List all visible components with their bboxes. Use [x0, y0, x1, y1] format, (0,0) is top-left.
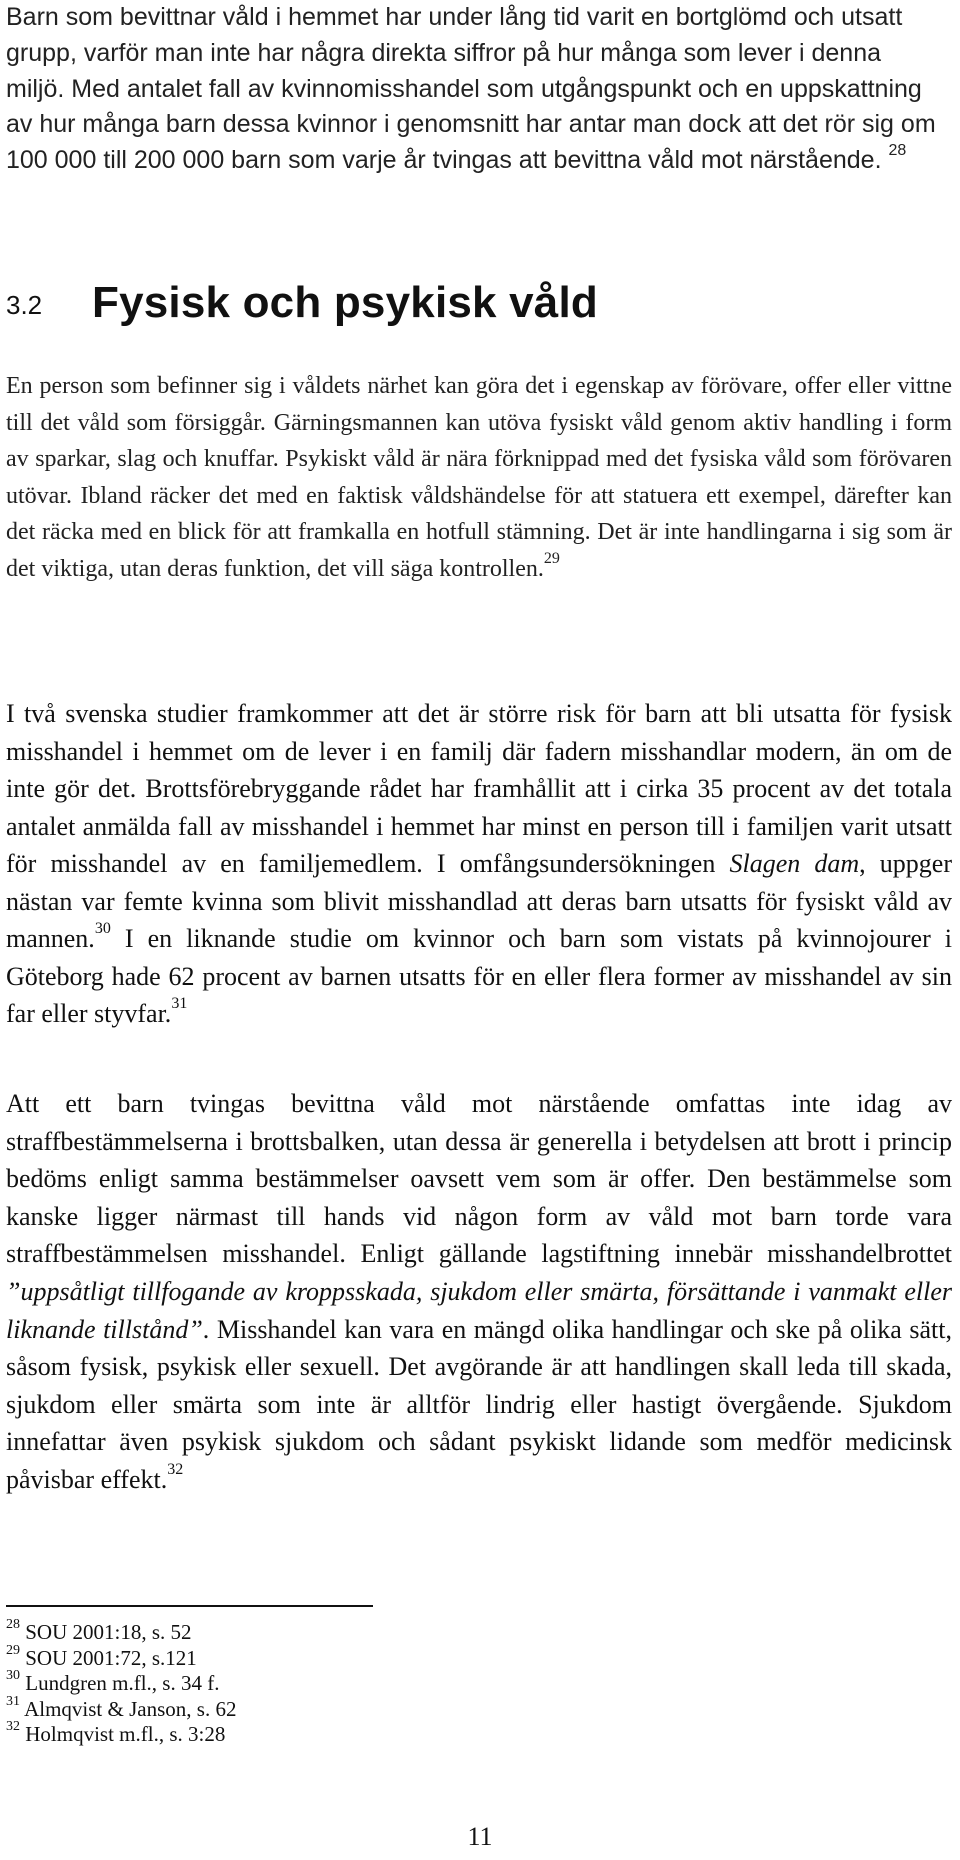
violence-paragraph	[6, 368, 952, 588]
section-number: 3.2	[6, 290, 43, 320]
footnote-text: SOU 2001:72, s.121	[25, 1645, 197, 1670]
footnote-text: SOU 2001:18, s. 52	[25, 1620, 192, 1644]
section-title: Fysisk och psykisk våld	[92, 278, 598, 327]
law-paragraph-part2: . Misshandel kan vara en mängd olika handlingar och ske på olika sätt, såsom fysisk, psykisk eller sexuell. Det avgörande är att handlingen skall leda till skada, sjukdom eller smärta som inte är alltför lindrig eller hastigt övergående. Sjukdom innefattar även psykisk sjukdom och sådant psykiskt lidande som medför medicinsk påvisbar effekt.	[6, 1314, 953, 1494]
footnote-item	[6, 1642, 506, 1672]
footnote-ref-29: 29	[543, 549, 560, 567]
footnote-item	[6, 1617, 506, 1646]
law-paragraph	[6, 1085, 952, 1499]
intro-paragraph	[6, 0, 946, 179]
studies-paragraph-part1: I två svenska studier framkommer att det är större risk för barn att bli utsatta för fysisk misshandel i hemmet om de lever i en familj där fadern misshandlar modern, än om de inte gör det. Brottsförebryggande rådet har framhållit att i cirka 35 procent av det totala antalet anmälda fall av misshandel i hemmet har minst en person till i familjen varit utsatt för misshandel av en familjemedlem. I omfångsundersökningen	[6, 699, 952, 878]
studies-paragraph	[6, 695, 952, 1033]
law-paragraph-part1: Att ett barn tvingas bevittna våld mot närstående omfattas inte idag av straffbestämmelserna i brottsbalken, utan dessa är generella i betydelsen att brott i princip bedöms enligt samma bestämmelser oavsett vem som är offer. Den bestämmelse som kanske ligger närmast till hands vid någon form av våld mot barn torde vara straffbestämmelsen misshandel. Enligt gällande lagstiftning innebär misshandelbrottet	[6, 1089, 952, 1269]
study-title-slagen-dam: Slagen dam	[729, 849, 860, 878]
studies-paragraph-part3: I en liknande studie om kvinnor och barn som vistats på kvinnojourer i Göteborg hade 62 procent av barnen utsatts för en eller flera former av misshandel av sin far eller styvfar.	[6, 924, 952, 1028]
violence-paragraph-text: En person som befinner sig i våldets närhet kan göra det i egenskap av förövare, offer eller vittne till det våld som försiggår. Gärningsmannen kan utöva fysiskt våld genom aktiv handling i form av sparkar, slag och knuffar. Psykiskt våld är nära förknippad med det fysiska våld som förövaren utövar. Ibland räcker det med en faktisk våldshändelse för att statuera ett exempel, därefter kan det räcka med en blick för att framkalla en hotfull stämning. Det är inte handlingarna i sig som är det viktiga, utan deras funktion, det vill säga kontrollen.	[6, 373, 952, 582]
footnote-ref-32: 32	[167, 1461, 184, 1479]
intro-paragraph-text: Barn som bevittnar våld i hemmet har under lång tid varit en bortglömd och utsatt grupp, varför man inte har några direkta siffror på hur många som lever i denna miljö. Med antalet fall av kvinnomisshandel som utgångspunkt och en uppskattning av hur många barn dessa kvinnor i genomsnitt har antar man dock att det rör sig om 100 000 till 200 000 barn som varje år tvingas att bevittna våld mot närstående.	[6, 3, 936, 175]
footnote-item	[6, 1693, 506, 1723]
footnote-number: 29	[6, 1642, 20, 1658]
footnote-text: Lundgren m.fl., s. 34 f.	[25, 1671, 220, 1695]
footnotes	[6, 1617, 506, 1748]
footnote-ref-31: 31	[171, 995, 188, 1013]
footnote-separator	[6, 1605, 373, 1607]
footnote-text: Almqvist & Janson, s. 62	[24, 1696, 237, 1721]
footnote-number: 32	[6, 1719, 20, 1734]
footnote-ref-28: 28	[888, 141, 907, 159]
footnote-number: 30	[6, 1668, 20, 1683]
footnote-item	[6, 1668, 506, 1697]
footnote-text: Holmqvist m.fl., s. 3:28	[25, 1722, 226, 1746]
page-number: 11	[467, 1822, 493, 1851]
footnote-number: 31	[6, 1693, 20, 1709]
studies-paragraph-part2: , uppger nästan var femte kvinna som blivit misshandlad att deras barn utsatts för fysiskt våld av mannen.	[6, 849, 953, 953]
footnote-item	[6, 1719, 506, 1748]
footnote-ref-30: 30	[94, 920, 111, 938]
footnote-number: 28	[6, 1617, 20, 1632]
law-quote: ”uppsåtligt tillfogande av kroppsskada, sjukdom eller smärta, försättande i vanmakt eller liknande tillstånd”	[6, 1276, 952, 1344]
